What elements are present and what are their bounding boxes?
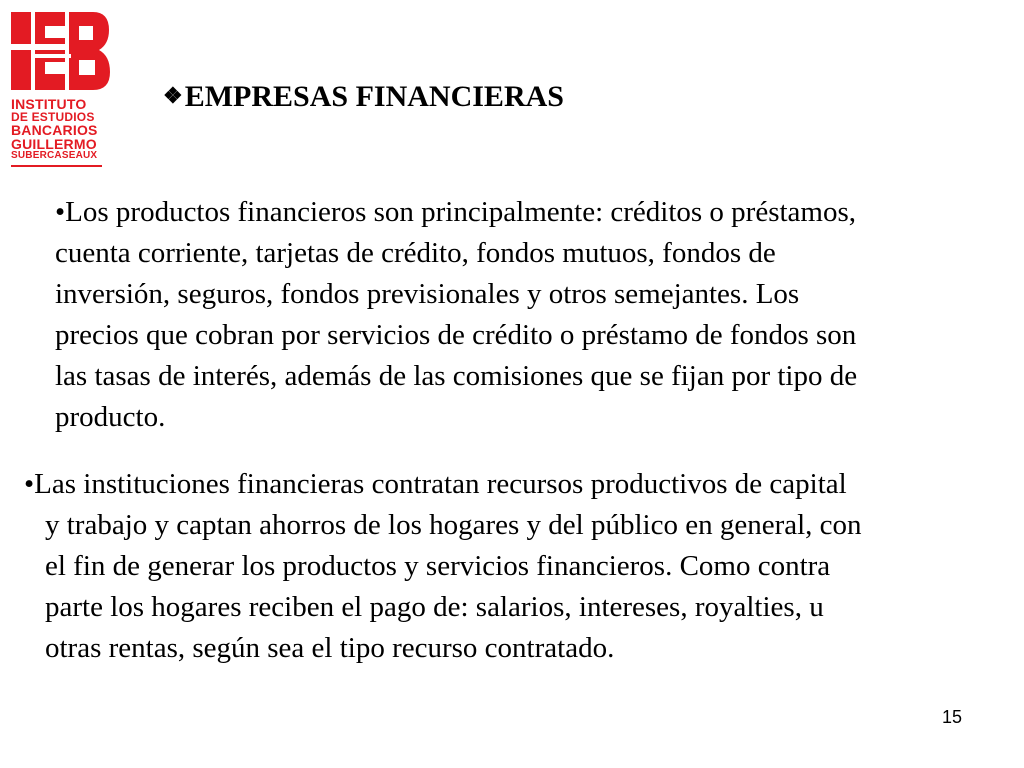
logo-mark-icon <box>11 12 111 97</box>
slide-title <box>163 78 564 115</box>
paragraph-line: el fin de generar los productos y servicios financieros. Como contra <box>45 550 831 582</box>
page-number: 15 <box>941 707 962 727</box>
paragraph-line: inversión, seguros, fondos previsionales y otros semejantes. Los <box>55 278 800 310</box>
institute-logo <box>11 12 111 160</box>
paragraph-line: cuenta corriente, tarjetas de crédito, fondos mutuos, fondos de <box>55 237 776 269</box>
bullet-icon: • <box>55 196 66 228</box>
paragraph-line: y trabajo y captan ahorros de los hogares y del público en general, con <box>45 509 862 541</box>
paragraph-line: parte los hogares reciben el pago de: salarios, intereses, royalties, u <box>45 591 824 623</box>
paragraph-line <box>55 192 1015 233</box>
logo-line-4: GUILLERMO <box>11 136 97 152</box>
paragraph-financial-institutions <box>24 464 1014 669</box>
bullet-icon: • <box>24 468 35 500</box>
paragraph-line: precios que cobran por servicios de crédito o préstamo de fondos son <box>55 319 857 351</box>
logo-wordmark <box>11 97 111 161</box>
slide-title-text: EMPRESAS FINANCIERAS <box>184 80 564 113</box>
paragraph-line: producto. <box>55 401 166 433</box>
logo-line-1: INSTITUTO <box>11 96 87 112</box>
paragraph-line: las tasas de interés, además de las comisiones que se fijan por tipo de <box>55 360 858 392</box>
paragraph-line: otras rentas, según sea el tipo recurso contratado. <box>45 632 615 664</box>
logo-line-2: DE ESTUDIOS <box>11 110 95 124</box>
logo-line-5: SUBERCASEAUX <box>11 150 98 161</box>
paragraph-financial-products <box>55 192 1015 438</box>
paragraph-line <box>24 464 1014 505</box>
logo-underline <box>11 165 102 167</box>
diamond-bullet-icon: ❖ <box>163 83 183 108</box>
paragraph-text: Los productos financieros son principalmente: créditos o préstamos, <box>65 196 857 228</box>
paragraph-text: Las instituciones financieras contratan recursos productivos de capital <box>34 468 847 500</box>
logo-line-3: BANCARIOS <box>11 122 98 138</box>
